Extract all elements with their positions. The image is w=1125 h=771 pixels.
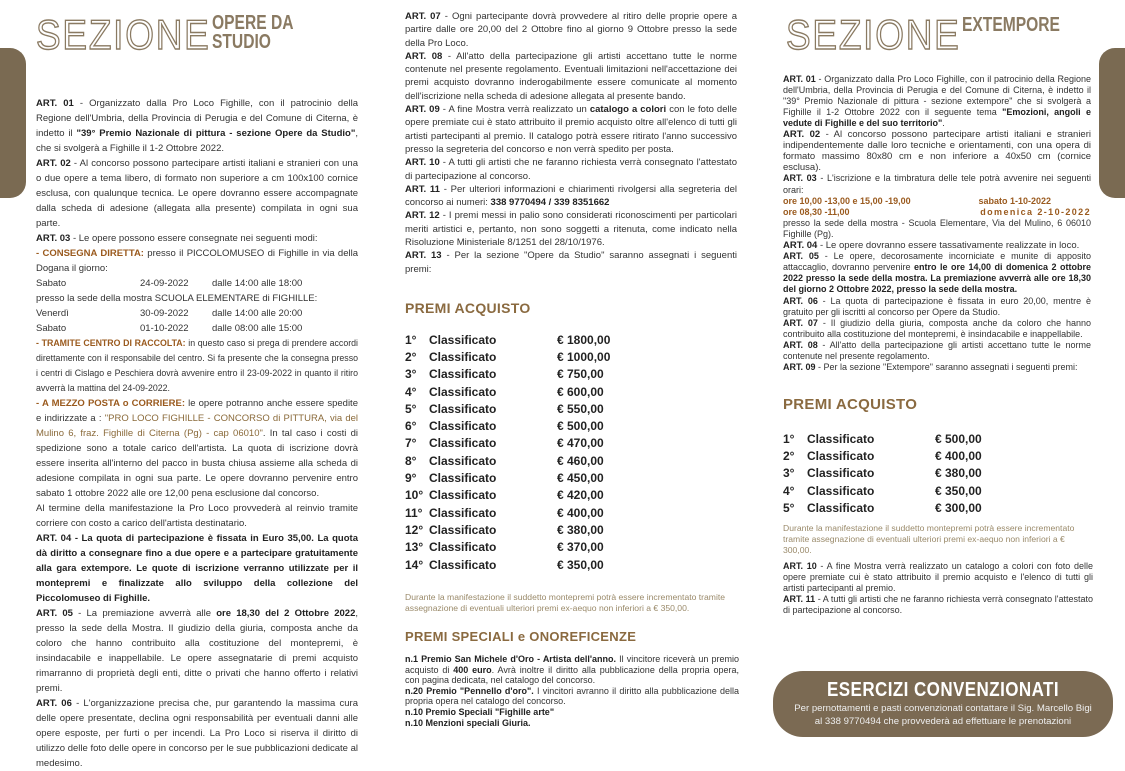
premio-label: Classificato <box>807 466 875 481</box>
premio-amount: € 600,00 <box>557 384 604 399</box>
art-07: ART. 07 - Il giudizio della giuria, composta anche da coloro che hanno contribuito alla costituzione del montepremi, è insindacabile e inappellabile. <box>783 317 1091 339</box>
premio-label: Classificato <box>429 436 497 451</box>
special-prize: n.10 Menzioni speciali Giuria. <box>405 717 531 728</box>
art-09: ART. 09 - Per la sezione "Extempore" saranno assegnati i seguenti premi: <box>783 362 1078 373</box>
premio-row <box>405 366 705 383</box>
art-04: ART. 04 - La quota di partecipazione è fissata in Euro 35,00. La quota dà diritto a consegnare fino a due opere e a partecipare gratuitamente alla gara extempore. Le quote di iscrizione verranno utilizzate per il montepremi e finalizzate allo sviluppo della collezione del Piccolomuseo di Fighille. <box>36 533 358 604</box>
section-subtitle-line2: STUDIO <box>212 31 272 53</box>
premio-position: 1° <box>405 332 417 347</box>
rules-text <box>36 96 358 771</box>
art-03: ART. 03 - Le opere possono essere consegnate nei seguenti modi: <box>36 233 318 244</box>
art-05: ART. 05 - Le opere, decorosamente incorniciate e munite di apposito attaccaglio, dovranno pervenire entro le ore 14,00 di domenica 2 ottobre 2022 presso la sede della mostra. La premiazione avverrà alle ore 18,30 del giorno 2 Ottobre 2022, presso la sede della mostra. <box>783 251 1091 295</box>
premio-amount: € 550,00 <box>557 401 604 416</box>
premio-amount: € 450,00 <box>557 471 604 486</box>
premio-position: 1° <box>783 431 795 446</box>
premio-position: 7° <box>405 436 417 451</box>
premio-label: Classificato <box>807 500 875 515</box>
premio-amount: € 380,00 <box>557 522 604 537</box>
premio-label: Classificato <box>807 448 875 463</box>
premio-position: 5° <box>405 401 417 416</box>
premi-list <box>405 331 705 573</box>
premio-row <box>783 465 1043 482</box>
premio-row <box>405 504 705 521</box>
premio-row <box>783 430 1043 447</box>
premio-row <box>405 435 705 452</box>
premio-amount: € 750,00 <box>557 367 604 382</box>
art-06: ART. 06 - L'organizzazione precisa che, pur garantendo la massima cura delle opere presentate, declina ogni responsabilità per eventuali danni alle opere esposte, per furti o per incendi. La Pro Loco si riserva il diritto di utilizzo delle foto delle opere in concorso per le sue pubblicazioni dedicate al medesimo. <box>36 698 358 769</box>
orari-row: ore 08,30 -11,00 domenica 2-10-2022 <box>783 206 1091 217</box>
premio-amount: € 300,00 <box>935 500 982 515</box>
premio-position: 9° <box>405 471 417 486</box>
premio-amount: € 470,00 <box>557 436 604 451</box>
banner-line: al 338 9770494 che provvederà ad effettuare le prenotazioni <box>814 716 1072 727</box>
premio-row <box>405 556 705 573</box>
art-04: ART. 04 - Le opere dovranno essere tassativamente realizzate in loco. <box>783 240 1080 252</box>
premio-position: 2° <box>783 448 795 463</box>
premio-row <box>405 400 705 417</box>
premio-row <box>405 469 705 486</box>
premio-position: 13° <box>405 540 424 555</box>
premio-amount: € 500,00 <box>557 419 604 434</box>
column-extempore <box>750 0 1125 757</box>
premio-label: Classificato <box>429 332 497 347</box>
centro-raccolta: - TRAMITE CENTRO DI RACCOLTA: in questo caso si prega di prendere accordi direttamente con il responsabile del centro. Si fa presente che la consegna presso i centri di Cislago e Peschiera dovrà avvenire entro il 23-09-2022 in quanto il ritiro avverrà la mattina del 24-09-2022. <box>36 338 358 393</box>
premio-row <box>405 348 705 365</box>
premio-amount: € 1000,00 <box>557 349 611 364</box>
premio-position: 6° <box>405 419 417 434</box>
mezzo-posta: - A MEZZO POSTA o CORRIERE: le opere potranno anche essere spedite e indirizzate a : "PRO LOCO FIGHILLE - CONCORSO di PITTURA, via del Mulino 6, fraz. Fighille di Citerna (Pg) - cap 06010". In tal caso i costi di spedizione sono a totale carico dell'artista. La quota di iscrizione dovrà essere inserita all'interno del pacco in busta chiusa assieme alla scheda di adesione compilata in ogni sua parte. Le opere dovranno pervenire entro sabato 1 ottobre 2022 alle ore 12,00 pena esclusione dal concorso. <box>36 398 358 499</box>
premi-speciali-list <box>405 654 739 728</box>
art-02: ART. 02 - Al concorso possono partecipare artisti italiani e stranieri indipendentemente dalle loro tecniche e orientamenti, con una opera di formato massimo 80x80 cm e non inferiore a 40x50 cm (cornice esclusa). <box>783 129 1091 174</box>
premi-acquisto-title: PREMI ACQUISTO <box>783 396 918 413</box>
art-11: ART. 11 - Per ulteriori informazioni e chiarimenti rivolgersi alla segreteria del concorso ai numeri: 338 9770494 / 339 8351662 <box>405 183 737 209</box>
premio-label: Classificato <box>807 431 875 446</box>
premio-position: 5° <box>783 500 795 515</box>
premio-label: Classificato <box>429 471 497 486</box>
premio-amount: € 400,00 <box>557 505 604 520</box>
premio-label: Classificato <box>429 488 497 503</box>
premi-acquisto-title: PREMI ACQUISTO <box>405 300 531 316</box>
art-08: ART. 08 - All'atto della partecipazione gli artisti accettano tutte le norme contenute nel presente regolamento. Eventuali limitazioni nell'accettazione dei premi acquisto dovranno inderogabilmente essere comunicate al momento dell'iscrizione nella scheda di adesione allegata al presente bando. <box>405 50 737 102</box>
art-02: ART. 02 - Al concorso possono partecipare artisti italiani e stranieri con una o due opere a tema libero, di formato non superiore a cm 100x100 cornice esclusa, con qualunque tecnica. Le opere dovranno essere accompagnate dalla scheda di adesione (allegata alla presente) compilata in ogni sua parte. <box>36 158 358 229</box>
rules-text <box>783 74 1091 373</box>
orari-row: ore 10,00 -13,00 e 15,00 -19,00 sabato 1-10-2022 <box>783 195 1051 206</box>
art-01: ART. 01 - Organizzato dalla Pro Loco Fighille, con il patrocinio della Regione dell'Umbria, della Provincia di Perugia e del Comune di Citerna, è indetto il "39° Premio Nazionale di pittura - sezione Opere da Studio", che si svolgerà a Fighille il 1-2 Ottobre 2022. <box>36 98 359 154</box>
premi-speciali-title: PREMI SPECIALI e ONOREFICENZE <box>405 629 637 644</box>
art-13: ART. 13 - Per la sezione "Opere da Studio" saranno assegnati i seguenti premi: <box>405 250 737 275</box>
special-prize: n.1 Premio San Michele d'Oro - Artista dell'anno. Il vincitore riceverà un premio acquisto di 400 euro. Avrà inoltre il diritto alla pubblicazione della propria opera, con pagina dedicata, nel catalogo del concorso. <box>405 654 739 686</box>
art-01: ART. 01 - Organizzato dalla Pro Loco Fighille, con il patrocinio della Regione dell'Umbria, della Provincia di Perugia e del Comune di Citerna, è indetto il "39° Premio Nazionale di pittura - sezione extempore" che si svolgerà a Fighille il 1-2 Ottobre 2022 con il seguente tema "Emozioni, angoli e vedute di Fighille e del suo territorio". <box>783 74 1091 129</box>
premio-row <box>405 331 705 348</box>
premio-label: Classificato <box>429 505 497 520</box>
premio-row <box>405 452 705 469</box>
premi-note: Durante la manifestazione il suddetto montepremi potrà essere incrementato tramite assegnazione di eventuali ulteriori premi ex-aequo non inferiori a € 300,00. <box>783 523 1075 555</box>
column-opere-da-studio <box>0 0 375 769</box>
consegna-diretta: - CONSEGNA DIRETTA: presso il PICCOLOMUSEO di Fighille in via della Dogana il giorno: <box>36 248 359 274</box>
art-10: ART. 10 - A tutti gli artisti che ne faranno richiesta verrà consegnato l'attestato di partecipazione al concorso. <box>405 157 737 182</box>
art-07: ART. 07 - Ogni partecipante dovrà provvedere al ritiro delle proprie opere a partire dalle ore 20,00 del 2 Ottobre fino al giorno 9 Ottobre presso la sede della Pro Loco. <box>405 11 737 49</box>
premio-label: Classificato <box>429 384 497 399</box>
premio-amount: € 420,00 <box>557 488 604 503</box>
schedule-place: presso la sede della mostra SCUOLA ELEMENTARE di FIGHILLE: <box>36 293 318 304</box>
premio-amount: € 460,00 <box>557 453 604 468</box>
art-11: ART. 11 - A tutti gli artisti che ne faranno richiesta verrà consegnato l'attestato di partecipazione al concorso. <box>783 594 1094 615</box>
rules-text <box>405 10 737 276</box>
art-05: ART. 05 - La premiazione avverrà alle ore 18,30 del 2 Ottobre 2022, presso la sede della Mostra. Il giudizio della giuria, composta anche da coloro che hanno contribuito alla costituzione del montepremi, è insindacabile e inappellabile. Le opere assegnatarie di premi acquisto rimarranno di proprietà degli enti, ditte o privati che hanno offerto i relativi premi. <box>36 608 358 694</box>
special-prize: n.10 Premio Speciali "Fighille arte" <box>405 706 555 717</box>
premio-label: Classificato <box>429 540 497 555</box>
premio-label: Classificato <box>429 349 497 364</box>
premi-note: Durante la manifestazione il suddetto montepremi potrà essere incrementato tramite assegnazione di eventuali ulteriori premi ex-aequo non inferiori a € 350,00. <box>405 592 726 613</box>
premio-amount: € 500,00 <box>935 431 982 446</box>
premio-position: 3° <box>405 367 417 382</box>
premio-amount: € 380,00 <box>935 466 982 481</box>
premio-position: 14° <box>405 557 424 572</box>
art-12: ART. 12 - I premi messi in palio sono considerati riconoscimenti per particolari meriti artistici e, pertanto, non sono soggetti a ritenuta, come indicato nella Risoluzione Ministeriale 8/1251 del 28/10/1976. <box>405 210 737 249</box>
orari-place: presso la sede della mostra - Scuola Elementare, Via del Mulino, 6 06010 Fighille (Pg). <box>783 217 1091 239</box>
premio-position: 8° <box>405 453 417 468</box>
art-09: ART. 09 - A fine Mostra verrà realizzato un catalogo a colori con le foto delle opere premiate cui è stato attribuito il premio acquisto oltre all'elenco di tutti gli artisti partecipanti al premio. Il catalogo potrà essere ritirato l'anno successivo presso la segreteria del concorso e non verrà spedito per posta. <box>405 104 737 155</box>
section-heading-small <box>212 14 293 52</box>
premio-amount: € 370,00 <box>557 540 604 555</box>
premio-position: 10° <box>405 488 424 503</box>
premi-list <box>783 430 1043 516</box>
premio-position: 3° <box>783 466 795 481</box>
premio-row <box>405 539 705 556</box>
section-subtitle-line1: OPERE DA <box>212 12 294 34</box>
premio-position: 11° <box>405 505 423 520</box>
banner-title: ESERCIZI CONVENZIONATI <box>827 679 1059 701</box>
art-08: ART. 08 - All'atto della partecipazione gli artisti accettano tutte le norme contenute nel presente regolamento. <box>783 339 1092 361</box>
premio-position: 12° <box>405 522 424 537</box>
side-tab <box>1099 48 1125 198</box>
banner-line: Per pernottamenti e pasti convenzionati contattare il Sig. Marcello Bigi <box>794 703 1092 714</box>
art-03: ART. 03 - L'iscrizione e la timbratura delle tele potrà avvenire nei seguenti orari: <box>783 173 1092 195</box>
premio-position: 2° <box>405 349 417 364</box>
schedule-row: Venerdì 30-09-2022 dalle 14:00 alle 20:00 <box>36 308 303 319</box>
rules-text-end <box>783 561 1093 616</box>
premio-label: Classificato <box>429 557 497 572</box>
premio-row <box>783 499 1043 516</box>
special-prize: n.20 Premio "Pennello d'oro". I vincitori avranno il diritto alla pubblicazione della propria opera nel catalogo del concorso. <box>405 685 739 707</box>
premio-label: Classificato <box>429 453 497 468</box>
premio-amount: € 400,00 <box>935 448 982 463</box>
art-10: ART. 10 - A fine Mostra verrà realizzato un catalogo a colori con foto delle opere premiate cui è stato attribuito il premio acquisto e l'elenco di tutti gli artisti partecipanti al premio. <box>783 561 1093 593</box>
esercizi-convenzionati-banner <box>773 671 1113 737</box>
premio-label: Classificato <box>429 401 497 416</box>
premio-amount: € 1800,00 <box>557 332 611 347</box>
premio-position: 4° <box>405 384 417 399</box>
section-heading <box>786 11 1088 58</box>
premio-label: Classificato <box>429 367 497 382</box>
premio-row <box>405 487 705 504</box>
premio-row <box>405 417 705 434</box>
schedule-row: Sabato 01-10-2022 dalle 08:00 alle 15:00 <box>36 323 303 334</box>
premio-row <box>405 383 705 400</box>
premio-label: Classificato <box>429 522 497 537</box>
premio-position: 4° <box>783 483 795 498</box>
section-heading-big: SEZIONE <box>786 11 961 58</box>
premio-amount: € 350,00 <box>557 557 604 572</box>
section-heading <box>36 11 317 58</box>
premio-label: Classificato <box>807 483 875 498</box>
premio-label: Classificato <box>429 419 497 434</box>
premio-row <box>783 482 1043 499</box>
section-heading-big: SEZIONE <box>36 11 211 58</box>
premio-row <box>405 521 705 538</box>
reinvio: Al termine della manifestazione la Pro Loco provvederà al reinvio tramite corriere con costo a carico dell'artista destinatario. <box>36 503 358 529</box>
side-tab <box>0 48 26 198</box>
premio-amount: € 350,00 <box>935 483 982 498</box>
section-heading-small: EXTEMPORE <box>962 14 1061 36</box>
premio-row <box>783 447 1043 464</box>
art-06: ART. 06 - La quota di partecipazione è fissata in euro 20,00, mentre è gratuito per gli iscritti al concorso per Opere da Studio. <box>783 295 1091 317</box>
schedule-row: Sabato 24-09-2022 dalle 14:00 alle 18:00 <box>36 278 303 289</box>
column-premi <box>375 0 750 757</box>
